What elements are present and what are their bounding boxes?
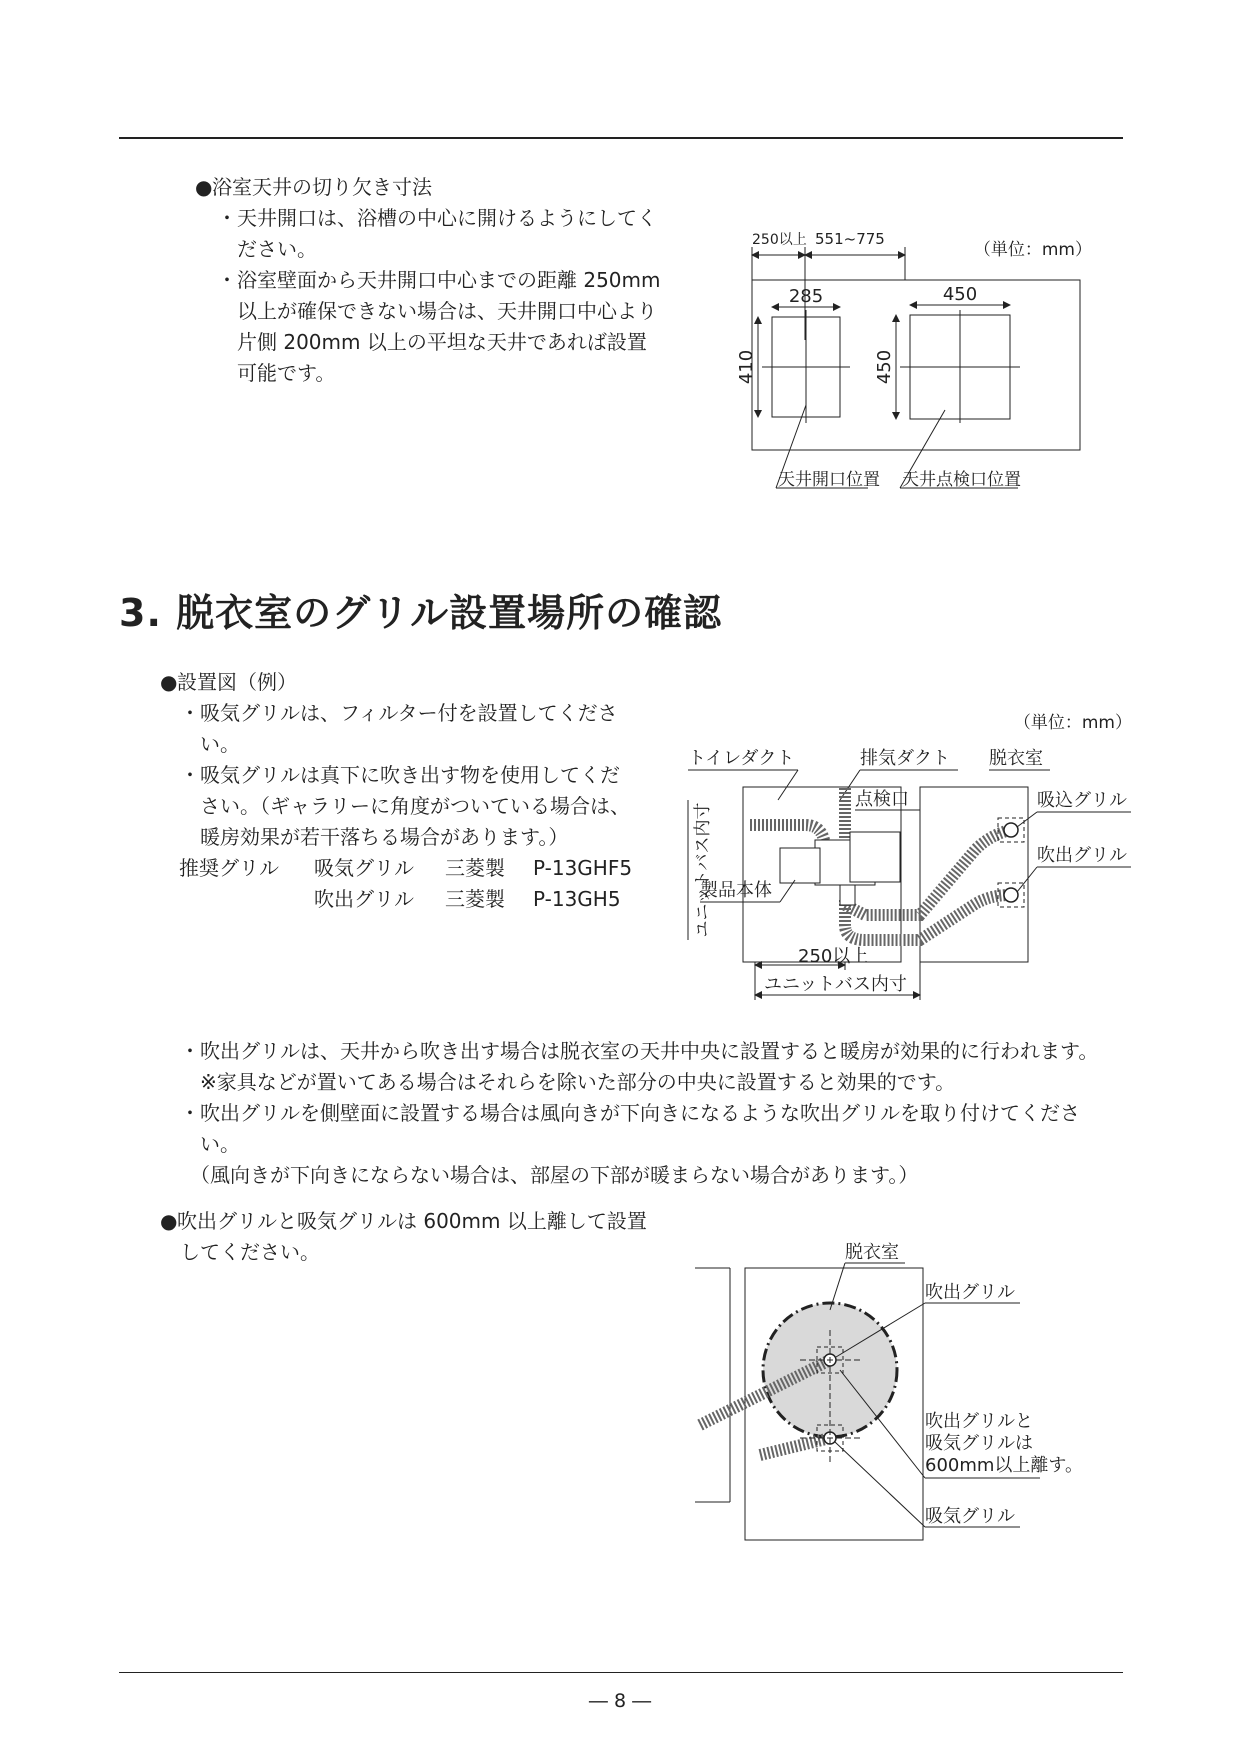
bullet-icon: ● [195,175,213,199]
section2-note1-line2: い。 [180,732,240,756]
section1-note1-line1: ・天井開口は、浴槽の中心に開けるようにしてく [217,206,657,230]
section3-heading: 3. 脱衣室のグリル設置場所の確認 [119,591,723,635]
dressing-room-label: 脱衣室 [989,748,1043,769]
page-number: ― 8 ― [588,1690,652,1712]
section1-title: 浴室天井の切り欠き寸法 [212,175,432,199]
diagram2-unit: （単位：mm） [1013,713,1132,733]
top-rule [119,137,1123,139]
inspection-port-label: 点検口 [855,789,909,810]
grille-row-1-maker: 三菱製 [445,856,505,880]
dim-450-side-label: 450 [874,349,895,385]
ceiling-inspection-label: 天井点検口位置 [902,470,1021,490]
grille-row-2-kind: 吹出グリル [314,887,414,911]
section1-note2-line4: 可能です。 [217,361,336,385]
unit-bath-vertical-label: ユニットバス内寸 [693,802,713,938]
section3-line5: （風向きが下向きにならない場合は、部屋の下部が暖まらない場合があります。） [180,1163,919,1187]
section2-note1-line1: ・吸気グリルは、フィルター付を設置してくださ [180,701,618,725]
grille-row-2-maker: 三菱製 [445,887,505,911]
recommend-label: 推奨グリル [179,856,279,880]
dim-551-775-label: 551~775 [815,230,885,248]
toilet-duct-label: トイレダクト [688,748,795,769]
dim-285-label: 285 [788,286,824,307]
outlet-grille-label: 吹出グリル [1037,845,1127,866]
bullet-icon: ● [160,670,178,694]
exhaust-duct-label: 排気ダクト [860,748,950,769]
intake-grille-label: 吸込グリル [1037,790,1127,811]
ceiling-opening-label: 天井開口位置 [778,470,880,490]
grille-row-1-model: P-13GHF5 [533,856,633,880]
dim-450-top-label: 450 [942,284,978,305]
section1-note2-line2: 以上が確保できない場合は、天井開口中心より [217,299,657,323]
outlet-grille-label: 吹出グリル [925,1282,1015,1303]
section3-line4: い。 [180,1132,240,1156]
section3-line3: ・吹出グリルを側壁面に設置する場合は風向きが下向きになるような吹出グリルを取り付けてくださ [180,1101,1080,1125]
section1-note2-line3: 片側 200mm 以上の平坦な天井であれば設置 [217,330,647,354]
dim-250-label: 250以上 [798,946,869,967]
grille-row-2-model: P-13GH5 [533,887,621,911]
grille-row-1-kind: 吸気グリル [314,856,414,880]
grille-installation-diagram [680,700,1140,1010]
unit-bath-label: ユニットバス内寸 [764,974,907,995]
ceiling-cutout-diagram [700,225,1120,505]
grille-separation-diagram [690,1230,1120,1545]
separation-note-line3: 600mm以上離す。 [925,1455,1083,1476]
separation-note-line2: 吸気グリルは [925,1433,1033,1454]
section3-line1: ・吹出グリルは、天井から吹き出す場合は脱衣室の天井中央に設置すると暖房が効果的に行われます。 [180,1039,1099,1063]
intake-grille-label: 吸気グリル [925,1506,1015,1527]
bottom-rule [119,1672,1123,1673]
section2-note2-line2: さい。（ギャラリーに角度がついている場合は、 [180,794,630,818]
section2-title: 設置図（例） [177,670,297,694]
separation-note-line1: 吹出グリルと [925,1411,1033,1432]
dressing-room-label: 脱衣室 [845,1242,899,1263]
section4-line1: 吹出グリルと吸気グリルは 600mm 以上離して設置 [177,1209,647,1233]
diagram1-unit: （単位：mm） [973,240,1092,260]
section2-note2-line1: ・吸気グリルは真下に吹き出す物を使用してくだ [180,763,620,787]
bullet-icon: ● [160,1209,178,1233]
section3-line2: ※家具などが置いてある場合はそれらを除いた部分の中央に設置すると効果的です。 [180,1070,956,1094]
dim-250-label: 250以上 [752,232,807,248]
dim-410-label: 410 [736,349,757,385]
section2-note2-line3: 暖房効果が若干落ちる場合があります。） [180,825,569,849]
product-body-label: 製品本体 [700,880,772,901]
section1-note1-line2: ださい。 [217,237,317,261]
section1-note2-line1: ・浴室壁面から天井開口中心までの距離 250mm [217,268,661,292]
section4-line2: してください。 [180,1240,320,1264]
